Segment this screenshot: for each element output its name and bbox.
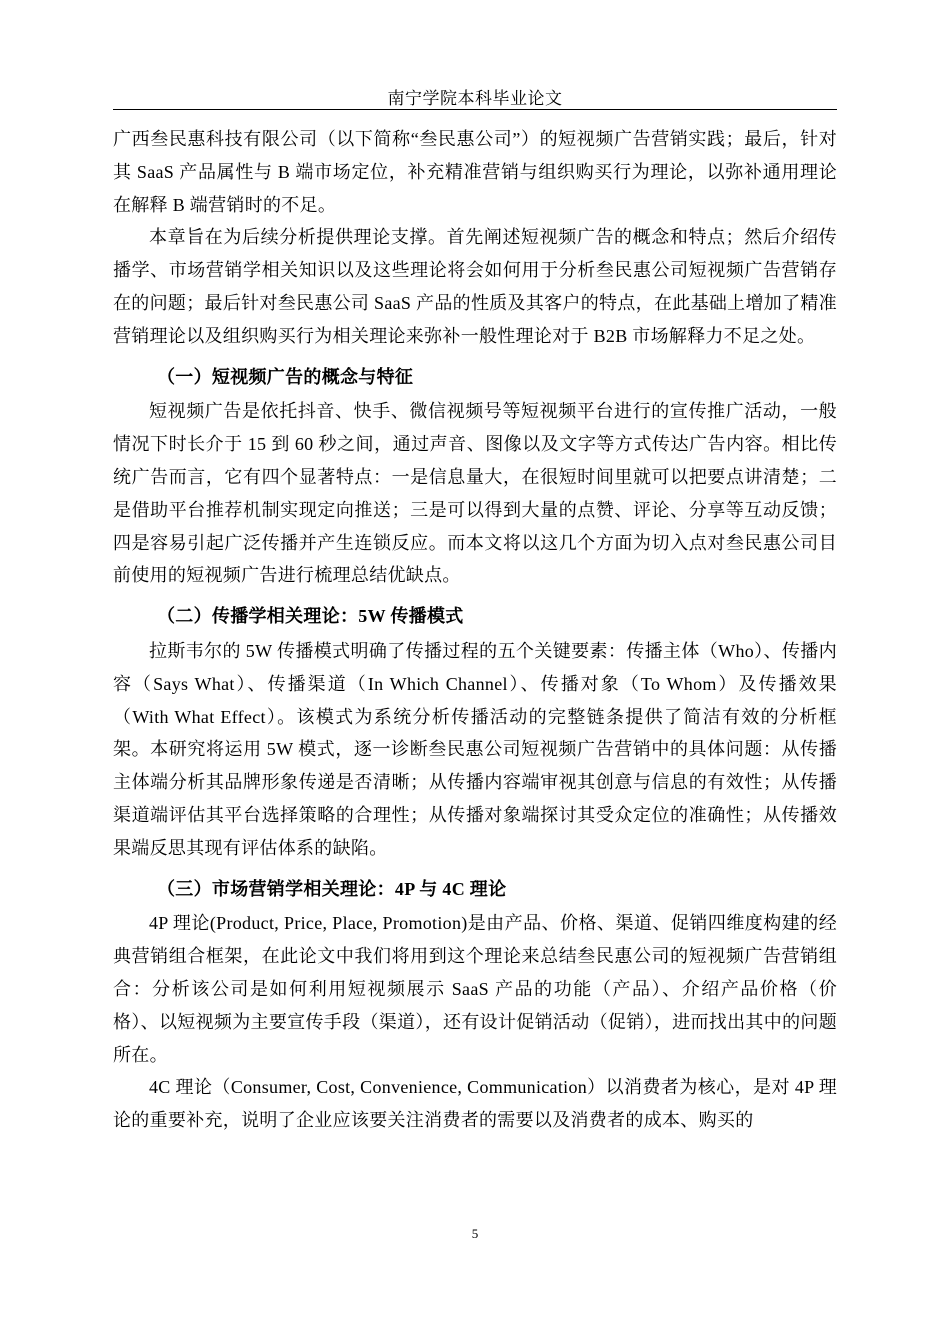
- paragraph-chapter-intro: 本章旨在为后续分析提供理论支撑。首先阐述短视频广告的概念和特点；然后介绍传播学、市场营销学相关知识以及这些理论将会如何用于分析叁民惠公司短视频广告营销存在的问题；最后针对叁民惠公司 SaaS 产品的性质及其客户的特点，在此基础上增加了精准营销理论以及组织购买行为相关理论来弥补一般性理论对于 B2B 市场解释力不足之处。: [113, 227, 837, 346]
- section-heading-3: （三）市场营销学相关理论：4P 与 4C 理论: [157, 878, 507, 899]
- paragraph-short-video-definition: 短视频广告是依托抖音、快手、微信视频号等短视频平台进行的宣传推广活动，一般情况下时长介于 15 到 60 秒之间，通过声音、图像以及文字等方式传达广告内容。相比传统广告而言，它有四个显著特点：一是信息量大，在很短时间里就可以把要点讲清楚；二是借助平台推荐机制实现定向推送；三是可以得到大量的点赞、评论、分享等互动反馈；四是容易引起广泛传播并产生连锁反应。而本文将以这几个方面为切入点对叁民惠公司目前使用的短视频广告进行梳理总结优缺点。: [113, 401, 837, 586]
- paragraph-continued: 广西叁民惠科技有限公司（以下简称“叁民惠公司”）的短视频广告营销实践；最后，针对其 SaaS 产品属性与 B 端市场定位，补充精准营销与组织购买行为理论，以弥补通用理论在解释 B 端营销时的不足。: [113, 129, 837, 215]
- paragraph-4p-theory: 4P 理论(Product, Price, Place, Promotion)是由产品、价格、渠道、促销四维度构建的经典营销组合框架，在此论文中我们将用到这个理论来总结叁民惠公司的短视频广告营销组合：分析该公司是如何利用短视频展示 SaaS 产品的功能（产品）、介绍产品价格（价格）、以短视频为主要宣传手段（渠道），还有设计促销活动（促销），进而找出其中的问题所在。: [113, 913, 837, 1065]
- running-header-title: 南宁学院本科毕业论文: [387, 89, 563, 108]
- header-rule: [113, 109, 837, 110]
- page-number: 5: [471, 1226, 479, 1241]
- section-heading-2: （二）传播学相关理论：5W 传播模式: [157, 606, 464, 627]
- paragraph-4c-theory: 4C 理论（Consumer, Cost, Convenience, Communication）以消费者为核心，是对 4P 理论的重要补充，说明了企业应该要关注消费者的需要以及消费者的成本、购买的: [113, 1077, 837, 1131]
- paragraph-5w-model: 拉斯韦尔的 5W 传播模式明确了传播过程的五个关键要素：传播主体（Who）、传播内容（Says What）、传播渠道（In Which Channel）、传播对象（To Whom）及传播效果（With What Effect）。该模式为系统分析传播活动的完整链条提供了简洁有效的分析框架。本研究将运用 5W 模式，逐一诊断叁民惠公司短视频广告营销中的具体问题：从传播主体端分析其品牌形象传递是否清晰；从传播内容端审视其创意与信息的有效性；从传播渠道端评估其平台选择策略的合理性；从传播对象端探讨其受众定位的准确性；从传播效果端反思其现有评估体系的缺陷。: [113, 640, 837, 858]
- section-heading-1: （一）短视频广告的概念与特征: [157, 366, 414, 387]
- body-text: [113, 123, 837, 1137]
